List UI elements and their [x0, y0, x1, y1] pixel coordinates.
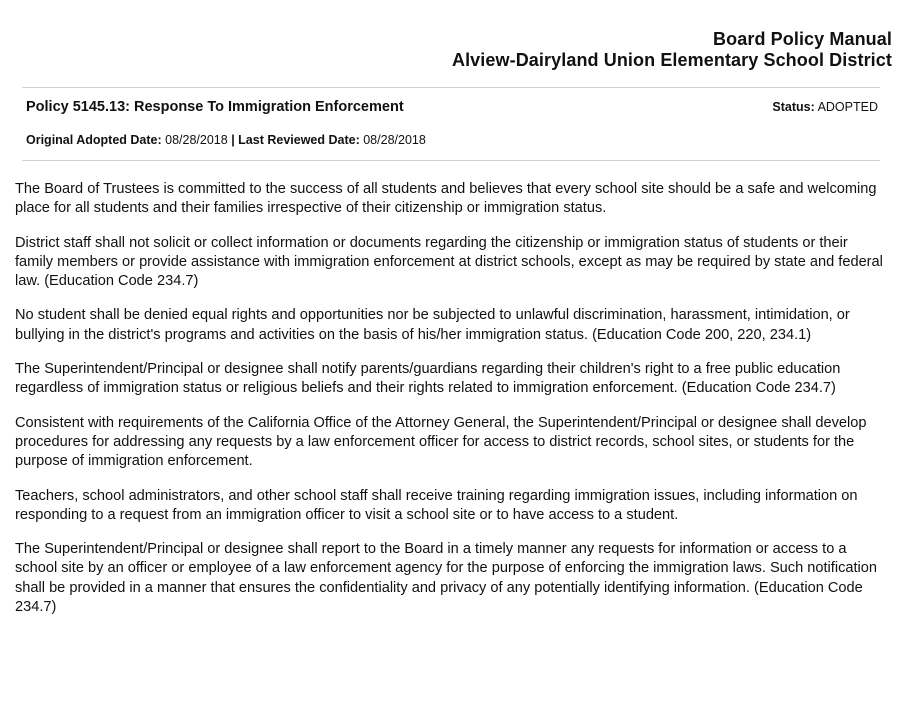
status-value: ADOPTED: [817, 100, 878, 114]
policy-title: Policy 5145.13: Response To Immigration Enforcement: [26, 99, 404, 115]
district-name: Alview-Dairyland Union Elementary School District: [451, 50, 892, 70]
date-separator: |: [231, 133, 235, 147]
top-divider: [22, 87, 880, 88]
policy-dates: [26, 133, 426, 147]
original-adopted-value: 08/28/2018: [165, 133, 228, 147]
policy-paragraph: The Board of Trustees is committed to the success of all students and believes that every school site should be a safe and welcoming place for all students and their families irrespective of their citizenship or immigration status.: [15, 181, 877, 217]
last-reviewed-label: Last Reviewed Date:: [238, 133, 360, 147]
status-label: Status:: [772, 100, 815, 114]
document-header: [452, 29, 892, 71]
policy-paragraph: The Superintendent/Principal or designee shall report to the Board in a timely manner any requests for information or access to a school site by an officer or employee of a law enforcement agency for the purpose of enforcing the immigration laws. Such notification shall be provided in a manner that ensures the confidentiality and privacy of any potentially identifying information. (Education Code 234.7): [15, 541, 878, 616]
policy-paragraph: The Superintendent/Principal or designee shall notify parents/guardians regarding their children's right to a free public education regardless of immigration status or religious beliefs and their rights related to immigration enforcement. (Education Code 234.7): [15, 361, 841, 397]
policy-paragraph: No student shall be denied equal rights and opportunities nor be subjected to unlawful discrimination, harassment, intimidation, or bullying in the district's programs and activities on the basis of his/her immigration status. (Education Code 200, 220, 234.1): [15, 307, 850, 343]
policy-paragraph: District staff shall not solicit or collect information or documents regarding the citizenship or immigration status of students or their family members or provide assistance with immigration enforcement at district schools, except as may be required by state and federal law. (Education Code 234.7): [15, 234, 883, 290]
last-reviewed-value: 08/28/2018: [363, 133, 426, 147]
bottom-divider: [22, 160, 880, 161]
policy-body: [15, 180, 887, 632]
original-adopted-label: Original Adopted Date:: [26, 133, 162, 147]
policy-status: [772, 100, 878, 114]
policy-paragraph: Teachers, school administrators, and other school staff shall receive training regarding immigration issues, including information on responding to a request from an immigration officer to visit a school site or to have access to a student.: [15, 487, 858, 523]
policy-paragraph: Consistent with requirements of the California Office of the Attorney General, the Superintendent/Principal or designee shall develop procedures for addressing any requests by a law enforcement officer for access to district records, school sites, or students for the purpose of immigration enforcement.: [15, 414, 867, 470]
manual-title: Board Policy Manual: [713, 29, 892, 49]
